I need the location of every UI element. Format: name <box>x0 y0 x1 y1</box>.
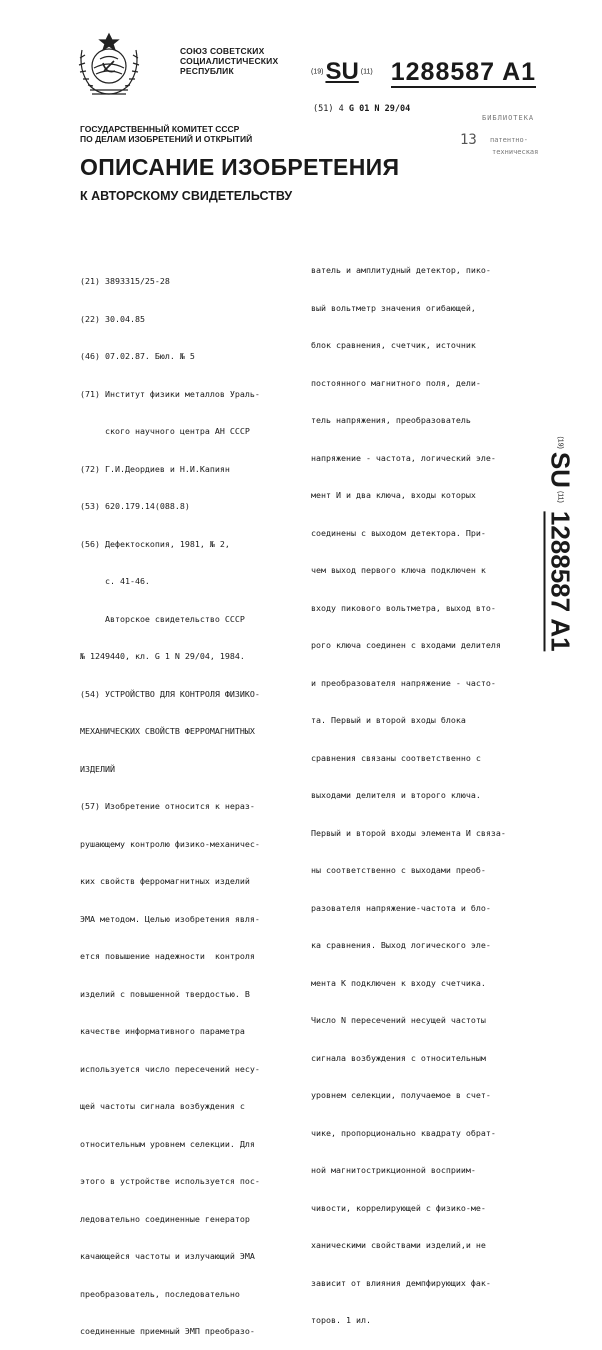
ipc-classification <box>313 104 410 114</box>
country-name: СОЮЗ СОВЕТСКИХ СОЦИАЛИСТИЧЕСКИХ РЕСПУБЛИК <box>180 46 279 76</box>
text-line: ется повышение надежности контроля <box>80 951 255 961</box>
text-line: тель напряжения, преобразователь <box>311 415 471 425</box>
text-line: ского научного центра АН СССР <box>80 426 250 436</box>
text-line: качестве информативного параметра <box>80 1026 245 1036</box>
text-line: этого в устройстве используется пос- <box>80 1176 260 1186</box>
committee-name: ГОСУДАРСТВЕННЫЙ КОМИТЕТ СССР ПО ДЕЛАМ ИЗОБРЕТЕНИЙ И ОТКРЫТИЙ <box>80 124 253 144</box>
text-line: постоянного магнитного поля, дели- <box>311 377 481 388</box>
text-line: входу пикового вольтметра, выход вто- <box>311 602 496 613</box>
document-title: ОПИСАНИЕ ИЗОБРЕТЕНИЯ <box>80 154 400 180</box>
ipc-code: (51) 4 <box>313 104 344 114</box>
text-line: ной магнитострикционной восприим- <box>311 1165 476 1175</box>
text-line: напряжение - частота, логический эле- <box>311 452 496 463</box>
text-line: та. Первый и второй входы блока <box>311 715 466 725</box>
text-line: № 1249440, кл. G 1 N 29/04, 1984. <box>80 651 245 661</box>
text-line: (57) Изобретение относится к нераз- <box>80 801 255 811</box>
text-line: ИЗДЕЛИЙ <box>80 763 115 774</box>
text-line: рушающему контролю физико-механичес- <box>80 838 260 849</box>
bibliographic-column <box>80 250 260 1350</box>
text-line: (53) 620.179.14(088.8) <box>80 501 190 511</box>
text-line: вый вольтметр значения огибающей, <box>311 302 476 313</box>
text-line: сигнала возбуждения с относительным <box>311 1052 486 1063</box>
text-line: мент И и два ключа, входы которых <box>311 490 476 500</box>
text-line: (71) Институт физики металлов Ураль- <box>80 388 260 399</box>
text-line: щей частоты сигнала возбуждения с <box>80 1101 245 1111</box>
text-line: ханическими свойствами изделий,и не <box>311 1240 486 1250</box>
text-line: блок сравнения, счетчик, источник <box>311 340 476 350</box>
text-line: зависит от влияния демпфирующих фак- <box>311 1277 491 1288</box>
text-line: (56) Дефектоскопия, 1981, № 2, <box>80 538 230 549</box>
text-line: (46) 07.02.87. Бюл. № 5 <box>80 351 195 361</box>
text-line: Первый и второй входы элемента И связа- <box>311 827 506 838</box>
text-line: рого ключа соединен с входами делителя <box>311 640 501 650</box>
text-line: сравнения связаны соответственно с <box>311 752 481 763</box>
text-line: используется число пересечений несу- <box>80 1063 260 1074</box>
country-code: SU <box>325 58 359 85</box>
text-line: ны соответственно с выходами преоб- <box>311 865 486 875</box>
code-11: (11) <box>360 68 373 76</box>
text-line: относительным уровнем селекции. Для <box>80 1138 255 1149</box>
ipc-value: G 01 N 29/04 <box>348 104 411 114</box>
text-line: чем выход первого ключа подключен к <box>311 565 486 575</box>
text-line: (22) 30.04.85 <box>80 313 145 324</box>
text-line: чивости, коррелирующей с физико-ме- <box>311 1202 486 1213</box>
text-line: ватель и амплитудный детектор, пико- <box>311 265 491 275</box>
vertical-patent-number: (19)SU(11)1288587 A1 <box>545 436 576 652</box>
text-line: мента К подключен к входу счетчика. <box>311 977 486 988</box>
text-line: с. 41-46. <box>80 576 150 586</box>
text-line: разователя напряжение-частота и бло- <box>311 902 491 913</box>
text-line: (72) Г.И.Деордиев и Н.И.Капиян <box>80 463 230 474</box>
library-stamp: БИБЛИОТЕКА 13 патентно- техническая <box>460 114 539 156</box>
state-emblem-icon <box>72 30 146 100</box>
document-subtitle: К АВТОРСКОМУ СВИДЕТЕЛЬСТВУ <box>80 189 293 203</box>
text-line: и преобразователя напряжение - часто- <box>311 677 496 688</box>
text-line: ка сравнения. Выход логического эле- <box>311 940 491 950</box>
text-line: выходами делителя и второго ключа. <box>311 790 481 800</box>
text-line: (54) УСТРОЙСТВО ДЛЯ КОНТРОЛЯ ФИЗИКО- <box>80 688 260 699</box>
text-line: преобразователь, последовательно <box>80 1288 240 1299</box>
text-line: ледовательно соединенные генератор <box>80 1213 250 1224</box>
text-line: качающейся частоты и излучающий ЭМА <box>80 1251 255 1261</box>
patent-number-block <box>311 58 536 86</box>
text-line: изделий с повышенной твердостью. В <box>80 988 250 999</box>
text-line: МЕХАНИЧЕСКИХ СВОЙСТВ ФЕРРОМАГНИТНЫХ <box>80 726 255 736</box>
text-line: ЭМА методом. Целью изобретения явля- <box>80 913 260 924</box>
text-line: (21) 3893315/25-28 <box>80 276 170 286</box>
text-line: ких свойств ферромагнитных изделий <box>80 876 250 886</box>
code-19: (19) <box>311 68 324 76</box>
text-line: соединенные приемный ЭМП преобразо- <box>80 1326 255 1336</box>
text-line: торов. 1 ил. <box>311 1315 371 1325</box>
abstract-column <box>311 239 506 1339</box>
text-line: соединены с выходом детектора. При- <box>311 527 486 538</box>
text-line: Число N пересечений несущей частоты <box>311 1015 486 1025</box>
text-line: уровнем селекции, получаемое в счет- <box>311 1090 491 1100</box>
text-line: Авторское свидетельство СССР <box>80 613 245 624</box>
patent-number: 1288587 A1 <box>390 58 537 86</box>
text-line: чике, пропорционально квадрату обрат- <box>311 1127 496 1138</box>
